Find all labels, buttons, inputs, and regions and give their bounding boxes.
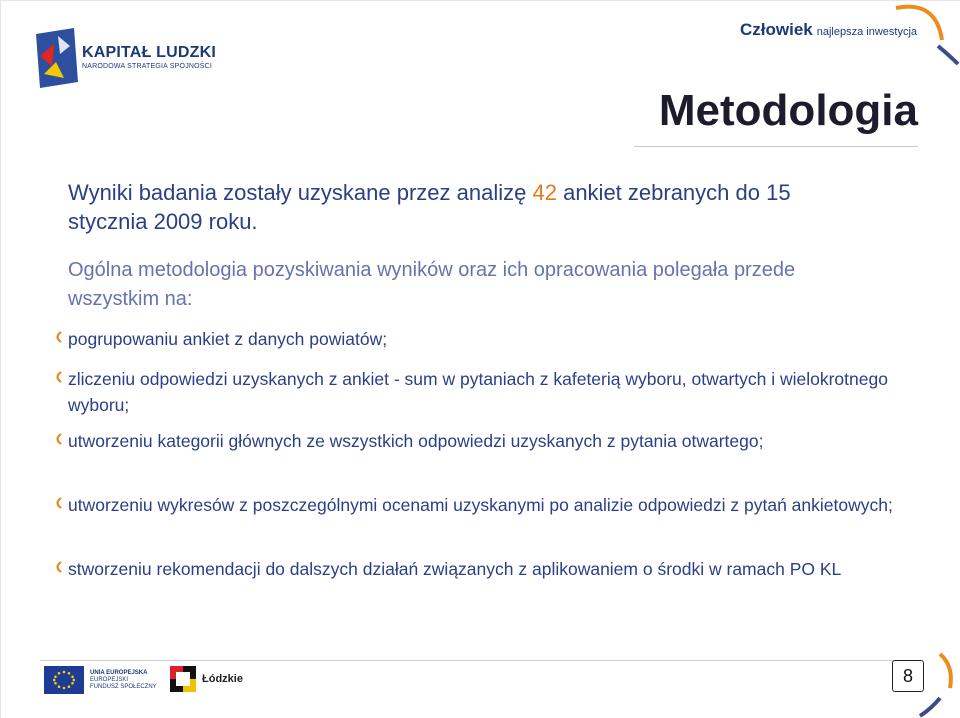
methodology-intro: Ogólna metodologia pozyskiwania wyników oraz ich opracowania polegała przede wszystkim na:: [68, 259, 796, 310]
decorative-arc-top: [876, 0, 960, 70]
czlowiek-logo-sub: najlepsza inwestycja: [816, 26, 918, 38]
czlowiek-logo-main: Człowiek: [740, 20, 813, 39]
decorative-arc-bottom: [910, 648, 960, 718]
eu-line-2: EUROPEJSKI: [90, 677, 129, 683]
footer-divider: [40, 660, 920, 661]
intro-number: 42: [532, 180, 557, 205]
list-item-text: stworzeniu rekomendacji do dalszych działań związanych z aplikowaniem o środki w ramach PO KL: [68, 559, 842, 579]
bullet-arc-icon: [52, 432, 64, 446]
eu-flag-icon: [44, 666, 84, 694]
frame-top-line: [0, 0, 960, 1]
lodzkie-label: Łódzkie: [202, 673, 243, 685]
bullet-arc-icon: [52, 330, 64, 344]
bullet-arc-icon: [52, 560, 64, 574]
kapital-ludzki-subtitle: NARODOWA STRATEGIA SPÓJNOŚCI: [82, 63, 213, 70]
eu-fund-label: [90, 670, 157, 691]
page-number: 8: [892, 660, 924, 692]
list-item-text: utworzeniu kategorii głównych ze wszystkich odpowiedzi uzyskanych z pytania otwartego;: [68, 431, 764, 451]
eu-line-1: UNIA EUROPEJSKA: [90, 670, 148, 676]
intro-after: ankiet zebranych do 15 stycznia 2009 roku.: [68, 180, 791, 234]
frame-left-line: [0, 0, 1, 718]
list-item-text: utworzeniu wykresów z poszczególnymi ocenami uzyskanymi po analizie odpowiedzi z pytań ankietowych;: [68, 495, 893, 515]
kapital-ludzki-title: KAPITAŁ LUDZKI: [82, 44, 217, 61]
intro-before: Wyniki badania zostały uzyskane przez analizę: [68, 180, 533, 205]
list-item-text: zliczeniu odpowiedzi uzyskanych z ankiet - sum w pytaniach z kafeterią wyboru, otwartych i wielokrotnego wyboru;: [68, 369, 888, 415]
intro-text: [68, 178, 828, 236]
page-title: Metodologia: [658, 86, 918, 135]
bullet-arc-icon: [52, 370, 64, 384]
lodzkie-logo-icon: [170, 666, 196, 692]
bullet-arc-icon: [52, 496, 64, 510]
eu-line-3: FUNDUSZ SPOŁECZNY: [90, 684, 157, 690]
list-item-text: pogrupowaniu ankiet z danych powiatów;: [68, 329, 388, 349]
title-underline: [634, 146, 918, 147]
